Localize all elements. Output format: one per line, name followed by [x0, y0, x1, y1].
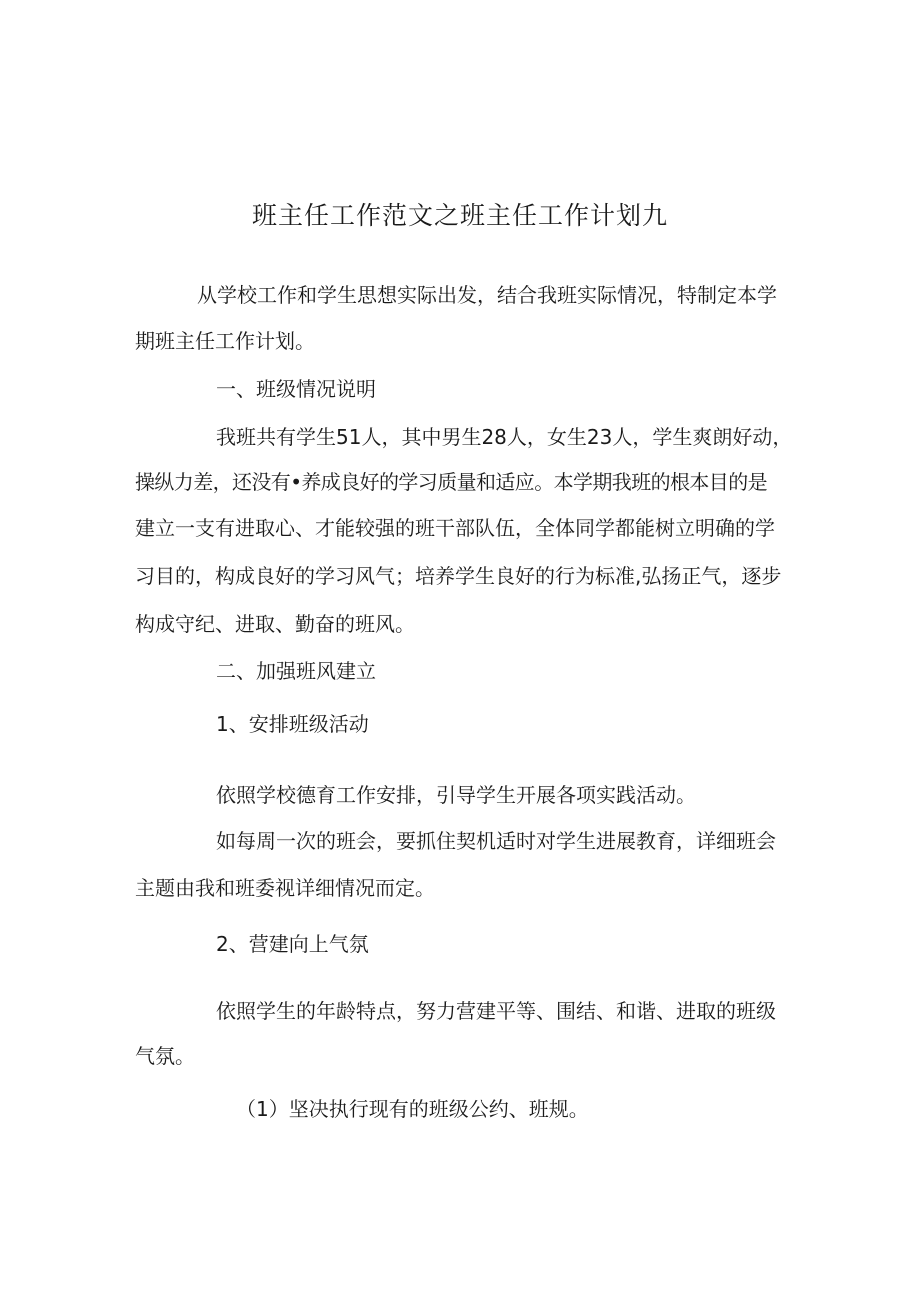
body-paragraph-line: 操纵力差，还没有•养成良好的学习质量和适应。本学期我班的根本目的是 — [135, 470, 767, 494]
document-title: 班主任工作范文之班主任工作计划九 — [251, 201, 668, 230]
body-paragraph-line: 如每周一次的班会，要抓住契机适时对学生进展教育，详细班会 — [216, 829, 776, 853]
intro-paragraph-line: 期班主任工作计划。 — [135, 329, 315, 353]
section-heading: 二、加强班风建立 — [216, 659, 376, 683]
intro-paragraph-line: 从学校工作和学生思想实际出发，结合我班实际情况，特制定本学 — [197, 283, 777, 307]
body-paragraph-line: 构成守纪、进取、勤奋的班风。 — [135, 612, 415, 636]
body-paragraph-line: 依照学生的年龄特点，努力营建平等、围结、和谐、进取的班级 — [216, 999, 776, 1023]
body-paragraph-line: 主题由我和班委视详细情况而定。 — [135, 876, 435, 900]
body-paragraph-line: 依照学校德育工作安排，引导学生开展各项实践活动。 — [216, 783, 696, 807]
body-paragraph-line: 建立一支有进取心、才能较强的班干部队伍，全体同学都能树立明确的学 — [135, 516, 775, 540]
body-paragraph-line: 气氛。 — [135, 1044, 195, 1068]
body-paragraph-line: 习目的，构成良好的学习风气；培养学生良好的行为标准,弘扬正气，逐步 — [135, 564, 782, 588]
subsection-heading: 1、安排班级活动 — [216, 712, 369, 736]
body-paragraph-line: 我班共有学生51人，其中男生28人，女生23人，学生爽朗好动， — [216, 425, 793, 449]
subsection-heading: 2、营建向上气氛 — [216, 932, 369, 956]
section-heading: 一、班级情况说明 — [216, 377, 376, 401]
list-item: （1）坚决执行现有的班级公约、班规。 — [236, 1097, 589, 1121]
